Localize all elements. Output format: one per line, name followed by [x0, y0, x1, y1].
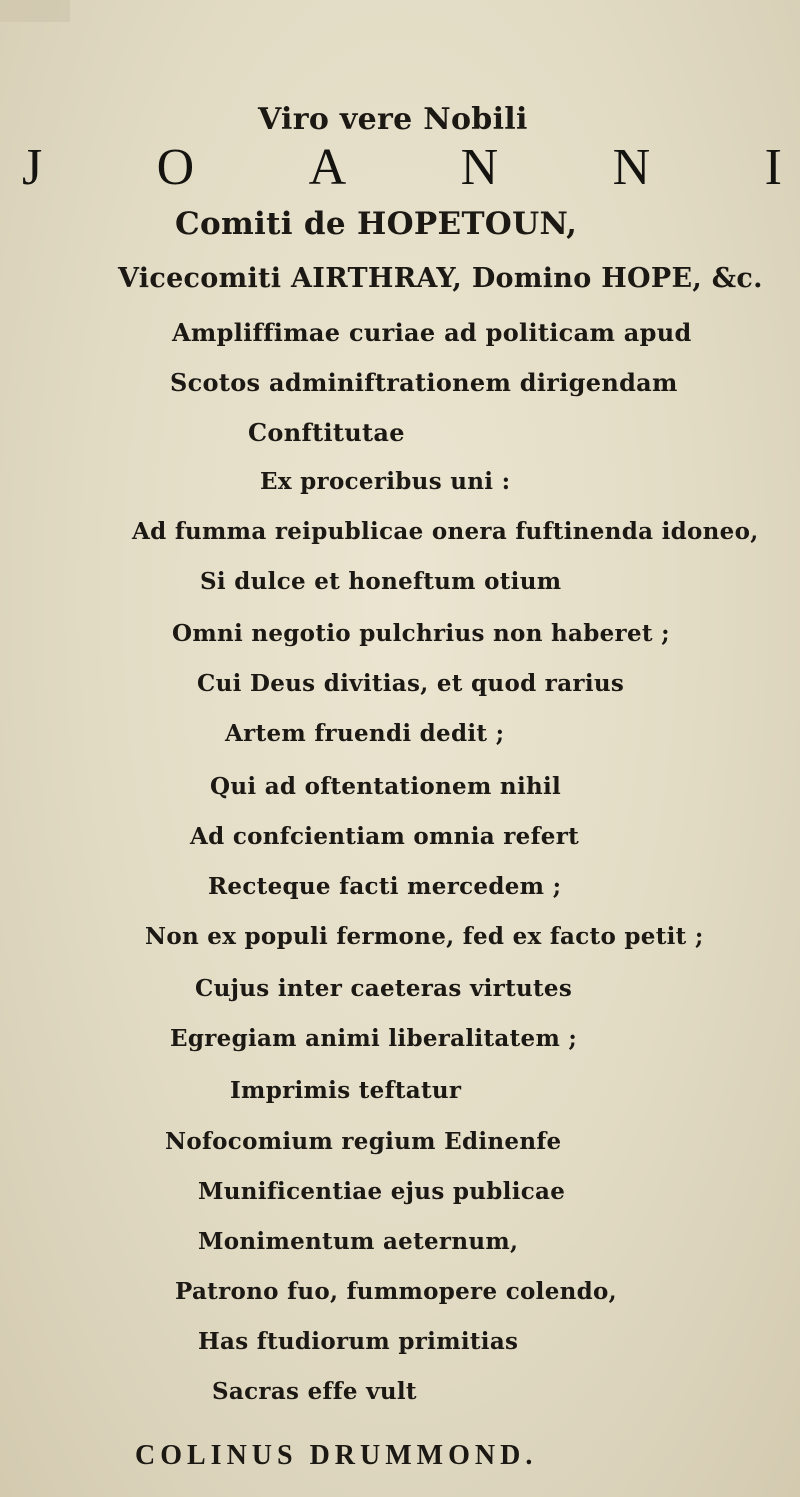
line-egregiam: Egregiam animi liberalitatem ;	[170, 1025, 578, 1052]
dedicatee-letter: O	[156, 139, 195, 196]
dedicatee-letter: I	[764, 139, 782, 196]
line-ad-confcientiam: Ad confcientiam omnia refert	[190, 823, 580, 850]
line-scotos: Scotos adminiftrationem dirigendam	[170, 368, 678, 397]
dedicatee-letter: N	[460, 139, 499, 196]
line-ex-proceribus: Ex proceribus uni :	[260, 468, 511, 495]
line-artem: Artem fruendi dedit ;	[225, 720, 505, 747]
line-cujus: Cujus inter caeteras virtutes	[195, 975, 573, 1002]
signature: COLINUS DRUMMOND.	[135, 1440, 538, 1471]
dedicatee-name	[22, 139, 782, 196]
dedicatee-letter: N	[612, 139, 651, 196]
line-ad-fumma: Ad fumma reipublicae onera fuftinenda idoneo,	[132, 518, 759, 545]
line-cui-deus: Cui Deus divitias, et quod rarius	[197, 670, 625, 697]
line-vicecomiti: Vicecomiti AIRTHRAY, Domino HOPE, &c.	[118, 263, 763, 294]
line-monimentum: Monimentum aeternum,	[198, 1228, 519, 1255]
line-ampliffimae: Ampliffimae curiae ad politicam apud	[172, 318, 692, 347]
line-viro: Viro vere Nobili	[258, 102, 528, 137]
line-non-ex: Non ex populi fermone, fed ex facto petit ;	[145, 923, 704, 950]
line-munificentiae: Munificentiae ejus publicae	[198, 1178, 566, 1205]
line-qui-ad: Qui ad oftentationem nihil	[210, 773, 562, 800]
dedicatee-letter: J	[22, 139, 43, 196]
line-si-dulce: Si dulce et honeftum otium	[200, 568, 562, 595]
line-comiti: Comiti de HOPETOUN,	[175, 206, 578, 242]
line-recteque: Recteque facti mercedem ;	[208, 873, 562, 900]
line-imprimis: Imprimis teftatur	[230, 1077, 462, 1104]
line-omni-negotio: Omni negotio pulchrius non haberet ;	[172, 620, 670, 647]
line-has-ftudiorum: Has ftudiorum primitias	[198, 1328, 519, 1355]
corner-stain	[0, 0, 70, 22]
line-patrono: Patrono fuo, fummopere colendo,	[175, 1278, 617, 1305]
line-nofocomium: Nofocomium regium Edinenfe	[165, 1128, 562, 1155]
line-conftitutae: Conftitutae	[248, 418, 405, 447]
dedicatee-letter: A	[308, 139, 347, 196]
line-sacras: Sacras effe vult	[212, 1378, 417, 1405]
